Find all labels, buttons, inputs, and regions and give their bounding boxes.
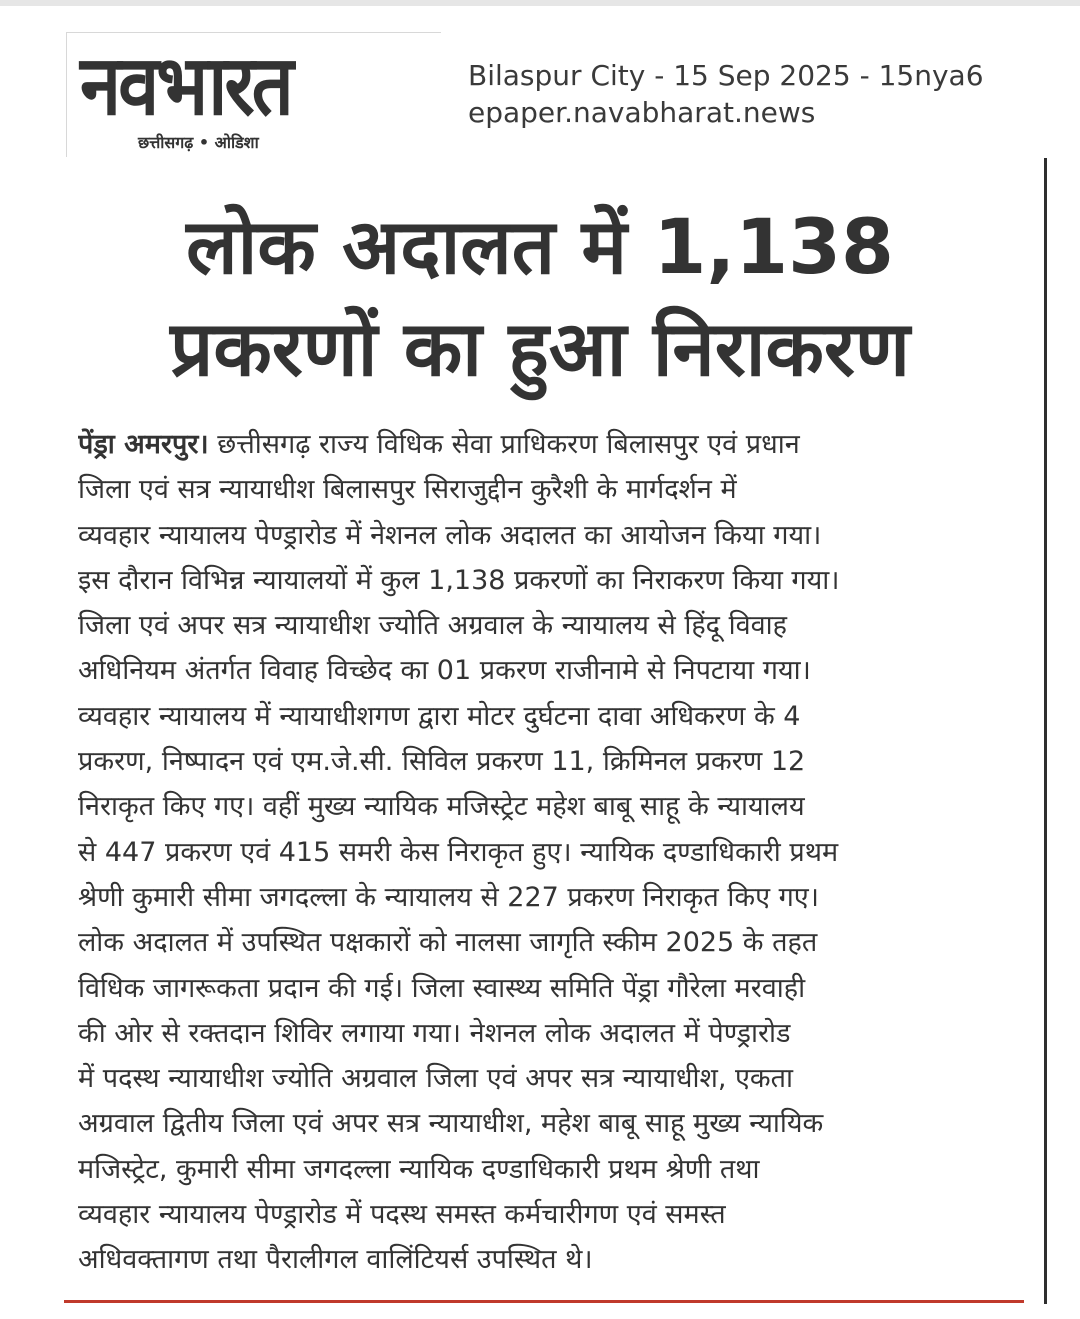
article-line: व्यवहार न्यायालय पेण्ड्रारोड में पदस्थ समस्त कर्मचारीगण एवं समस्त (78, 1199, 726, 1231)
top-border (0, 0, 1080, 6)
bottom-rule (64, 1300, 1024, 1303)
article-line: इस दौरान विभिन्न न्यायालयों में कुल 1,138 प्रकरणों का निराकरण किया गया। (78, 564, 840, 596)
article-body (78, 422, 1022, 1283)
dateline: पेंड्रा अमरपुर। (78, 429, 209, 460)
article-line: अग्रवाल द्वितीय जिला एवं अपर सत्र न्यायाधीश, महेश बाबू साहू मुख्य न्यायिक (78, 1108, 824, 1140)
article-line: की ओर से रक्तदान शिविर लगाया गया। नेशनल लोक अदालत में पेण्ड्रारोड (78, 1017, 791, 1049)
article-line: मजिस्ट्रेट, कुमारी सीमा जगदल्ला न्यायिक दण्डाधिकारी प्रथम श्रेणी तथा (78, 1153, 760, 1185)
article-line (78, 422, 1022, 467)
article-line: प्रकरण, निष्पादन एवं एम.जे.सी. सिविल प्रकरण 11, क्रिमिनल प्रकरण 12 (78, 746, 806, 778)
article-line: जिला एवं अपर सत्र न्यायाधीश ज्योति अग्रवाल के न्यायालय से हिंदू विवाह (78, 610, 787, 642)
article-line: श्रेणी कुमारी सीमा जगदल्ला के न्यायालय से 227 प्रकरण निराकृत किए गए। (78, 881, 819, 913)
article-line: व्यवहार न्यायालय पेण्ड्रारोड में नेशनल लोक अदालत का आयोजन किया गया। (78, 519, 822, 551)
article-line: विधिक जागरूकता प्रदान की गई। जिला स्वास्थ्य समिति पेंड्रा गौरेला मरवाही (78, 972, 806, 1004)
headline-line-2: प्रकरणों का हुआ निराकरण (170, 304, 910, 393)
article-line: से 447 प्रकरण एवं 415 समरी केस निराकृत हुए। न्यायिक दण्डाधिकारी प्रथम (78, 836, 839, 868)
headline (0, 196, 1080, 400)
article-line: जिला एवं सत्र न्यायाधीश बिलासपुर सिराजुद्दीन कुरैशी के मार्गदर्शन में (78, 474, 737, 506)
article-line: अधिनियम अंतर्गत विवाह विच्छेद का 01 प्रकरण राजीनामे से निपटाया गया। (78, 655, 811, 687)
article-line: निराकृत किए गए। वहीं मुख्य न्यायिक मजिस्ट्रेट महेश बाबू साहू के न्यायालय (78, 791, 805, 823)
epaper-site: epaper.navabharat.news (468, 96, 816, 129)
edition-line: Bilaspur City - 15 Sep 2025 - 15nya6 (468, 59, 984, 92)
article-line: अधिवक्तागण तथा पैरालीगल वालिंटियर्स उपस्थित थे। (78, 1244, 593, 1276)
headline-line-1: लोक अदालत में 1,138 (186, 202, 894, 291)
logo-subline: छत्तीसगढ़ • ओडिशा (138, 133, 259, 152)
article-line: व्यवहार न्यायालय में न्यायाधीशगण द्वारा मोटर दुर्घटना दावा अधिकरण के 4 (78, 700, 801, 732)
article-line-text: छत्तीसगढ़ राज्य विधिक सेवा प्राधिकरण बिलासपुर एवं प्रधान (208, 429, 800, 460)
newspaper-logo: नवभारत (80, 38, 291, 135)
article-line: लोक अदालत में उपस्थित पक्षकारों को नालसा जागृति स्कीम 2025 के तहत (78, 927, 818, 959)
article-line: में पदस्थ न्यायाधीश ज्योति अग्रवाल जिला एवं अपर सत्र न्यायाधीश, एकता (78, 1063, 794, 1095)
